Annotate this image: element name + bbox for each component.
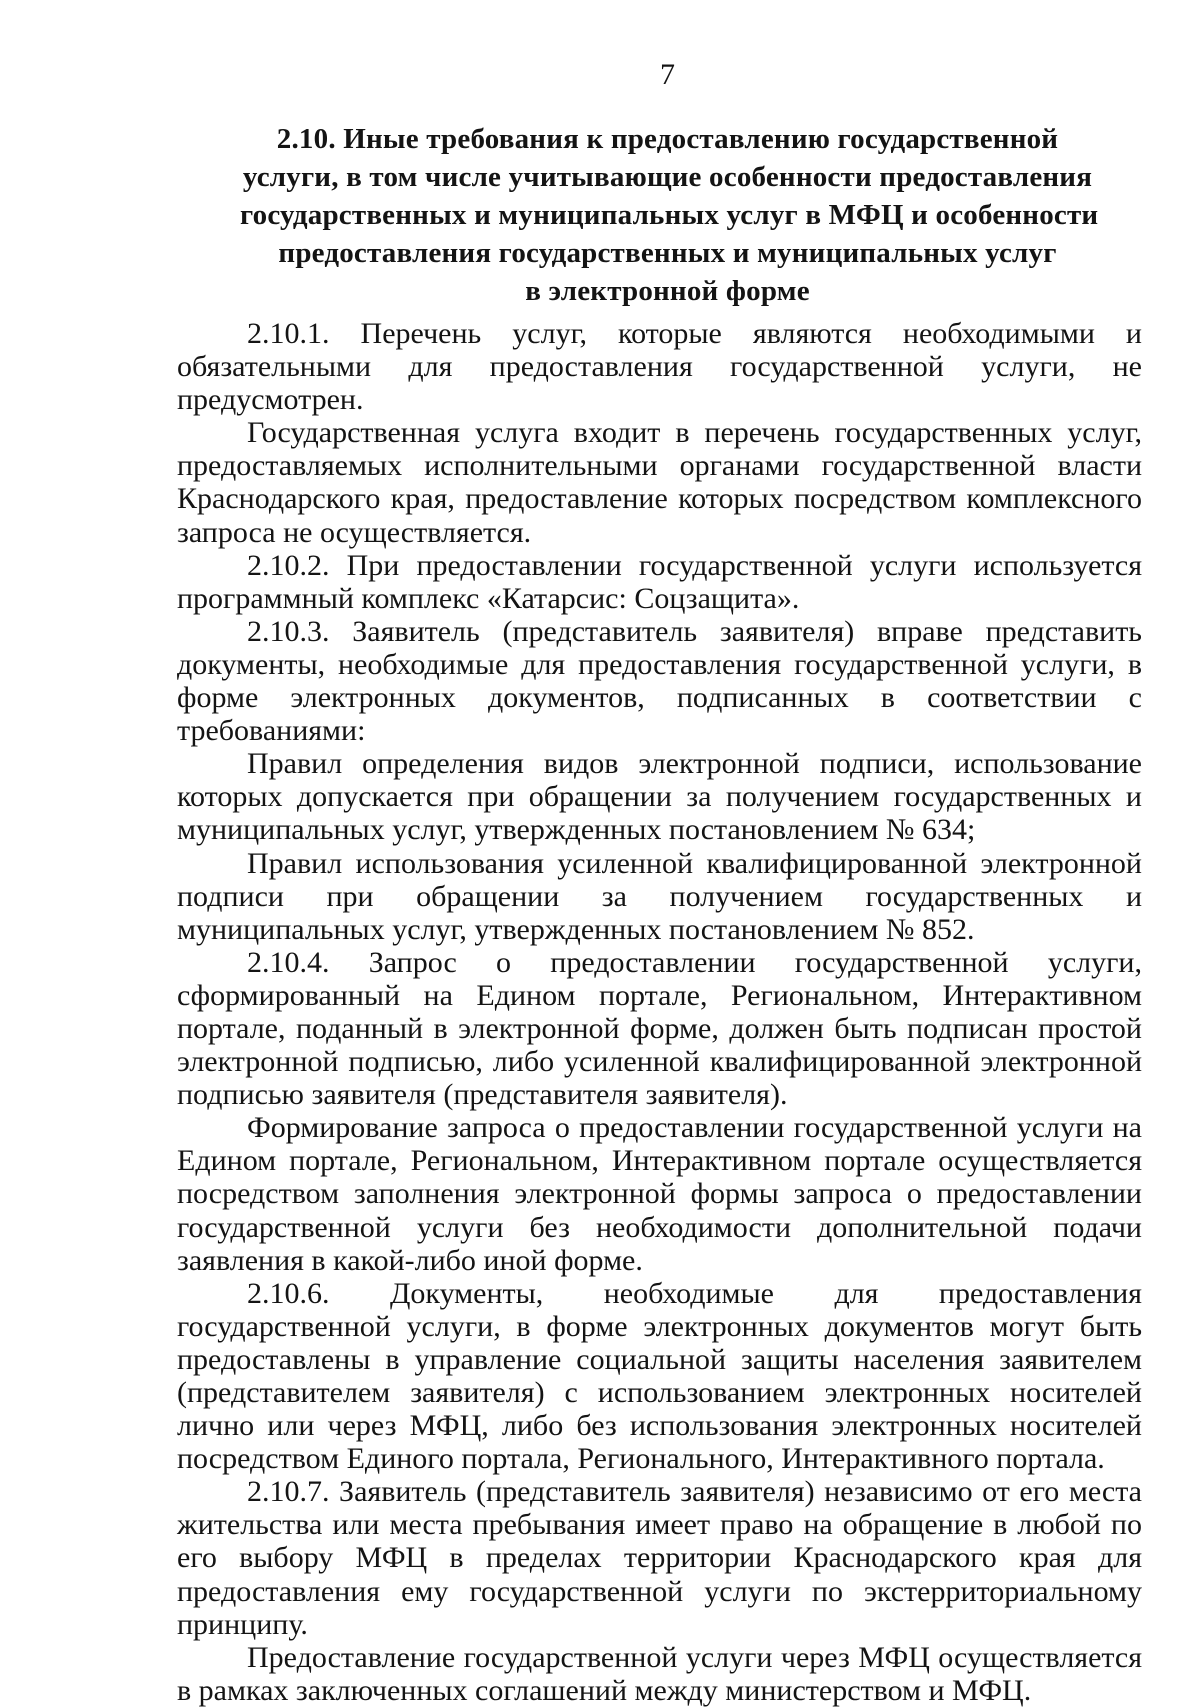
heading-line: 2.10. Иные требования к предоставлению государственной (276, 123, 1059, 155)
section-heading (240, 120, 1099, 310)
paragraph-2-10-2: 2.10.2. При предоставлении государственной услуги используется программный комплекс «Катарсис: Соцзащита». (177, 548, 1142, 615)
paragraph-2-10-7: 2.10.7. Заявитель (представитель заявителя) независимо от его места жительства или места пребывания имеет право на обращение в любой по его выбору МФЦ в пределах территории Краснодарского края для предоставления ему государственной услуги по экстерриториальному принципу. (177, 1475, 1142, 1641)
heading-line: в электронной форме (525, 275, 810, 307)
heading-line: услуги, в том числе учитывающие особенности предоставления (242, 161, 1093, 193)
page-number: 7 (660, 58, 675, 91)
paragraph-rules-634: Правил определения видов электронной подписи, использование которых допускается при обращении за получением государственных и муниципальных услуг, утвержденных постановлением № 634; (177, 747, 1142, 847)
heading-line: государственных и муниципальных услуг в МФЦ и особенности (240, 199, 1099, 231)
paragraph-2-10-6: 2.10.6. Документы, необходимые для предоставления государственной услуги, в форме электронных документов могут быть предоставлены в управление социальной защиты населения заявителем (представителем заявителя) с использованием электронных носителей лично или через МФЦ, либо без использования электронных носителей посредством Единого портала, Регионального, Интерактивного портала. (177, 1276, 1142, 1476)
paragraph-complex-request: Государственная услуга входит в перечень государственных услуг, предоставляемых исполнительными органами государственной власти Краснодарского края, предоставление которых посредством комплексного запроса не осуществляется. (177, 416, 1142, 549)
paragraph-request-forming: Формирование запроса о предоставлении государственной услуги на Едином портале, Региональном, Интерактивном портале осуществляется посредством заполнения электронной формы запроса о предоставлении государственной услуги без необходимости дополнительной подачи заявления в какой-либо иной форме. (177, 1111, 1142, 1277)
paragraph-2-10-1: 2.10.1. Перечень услуг, которые являются необходимыми и обязательными для предоставления государственной услуги, не предусмотрен. (177, 317, 1142, 417)
document-body (177, 317, 1142, 1707)
paragraph-mfc-agreements: Предоставление государственной услуги через МФЦ осуществляется в рамках заключенных соглашений между министерством и МФЦ. (177, 1640, 1142, 1707)
paragraph-2-10-3: 2.10.3. Заявитель (представитель заявителя) вправе представить документы, необходимые для предоставления государственной услуги, в форме электронных документов, подписанных в соответствии с требованиями: (177, 614, 1142, 748)
paragraph-rules-852: Правил использования усиленной квалифицированной электронной подписи при обращении за получением государственных и муниципальных услуг, утвержденных постановлением № 852. (177, 846, 1142, 946)
heading-line: предоставления государственных и муниципальных услуг (278, 237, 1057, 269)
paragraph-2-10-4: 2.10.4. Запрос о предоставлении государственной услуги, сформированный на Едином портале, Региональном, Интерактивном портале, поданный в электронной форме, должен быть подписан простой электронной подписью, либо усиленной квалифицированной электронной подписью заявителя (представителя заявителя). (177, 945, 1142, 1112)
